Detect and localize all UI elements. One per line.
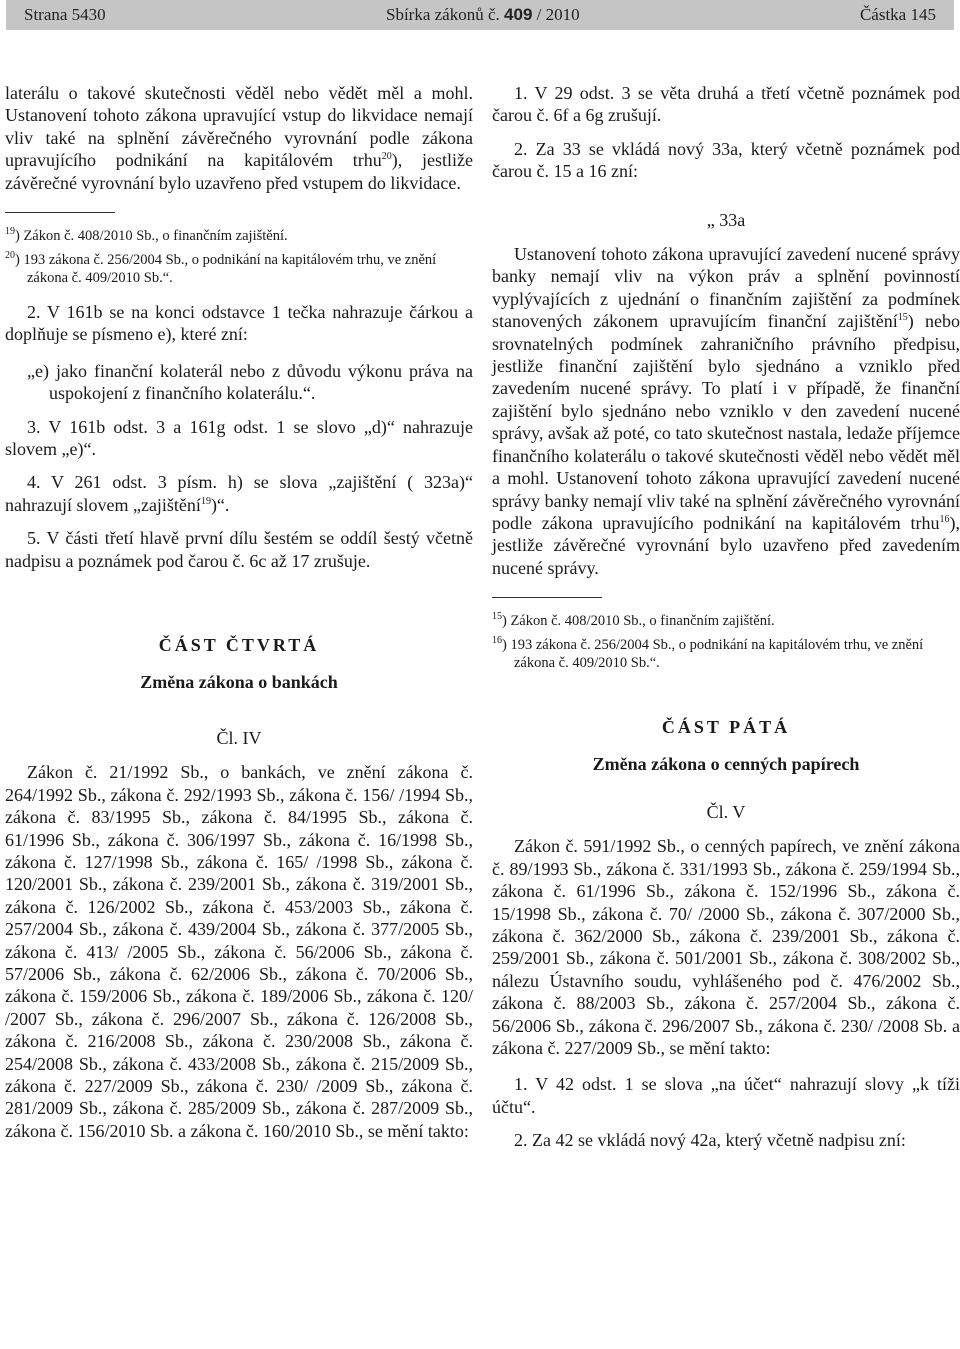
part-subheading: Změna zákona o cenných papírech <box>592 753 860 774</box>
paragraph: laterálu o takové skutečnosti věděl nebo vědět měl a mohl. Ustanovení tohoto zákona upravující vstup do likvidace nemají vliv také na splnění závěrečného vyrovnání podle zákona upravujícího podnikání na kapitálovém trhu$^{20}$), jestliže závěrečné vyrovnání bylo uzavřeno před vstupem do likvidace. <box>5 83 473 193</box>
article-text: Zákon č. 21/1992 Sb., o bankách, ve znění zákona č. 264/1992 Sb., zákona č. 292/1993 Sb., zákona č. 156/ /1994 Sb., zákona č. 83/1995 Sb., zákona č. 84/1995 Sb., zákona č. 61/1996 Sb., zákona č. 306/1997 Sb., zákona č. 16/1998 Sb., zákona č. 127/1998 Sb., zákona č. 165/ /1998 Sb., zákona č. 120/2001 Sb., zákona č. 239/2001 Sb., zákona č. 319/2001 Sb., zákona č. 126/2002 Sb., zákona č. 453/2003 Sb., zákona č. 257/2004 Sb., zákona č. 439/2004 Sb., zákona č. 377/2005 Sb., zákona č. 413/ /2005 Sb., zákona č. 56/2006 Sb., zákona č. 57/2006 Sb., zákona č. 62/2006 Sb., zákona č. 70/2006 Sb., zákona č. 159/2006 Sb., zákona č. 189/2006 Sb., zákona č. 120/ /2007 Sb., zákona č. 296/2007 Sb., zákona č. 126/2008 Sb., zákona č. 216/2008 Sb., zákona č. 230/2008 Sb., zákona č. 254/2008 Sb., zákona č. 433/2008 Sb., zákona č. 215/2009 Sb., zákona č. 227/2009 Sb., zákona č. 230/ /2009 Sb., zákona č. 281/2009 Sb., zákona č. 285/2009 Sb., zákona č. 287/2009 Sb., zákona č. 156/2010 Sb. a zákona č. 160/2010 Sb., se mění takto: <box>5 762 473 1141</box>
collection-number: 409 <box>504 5 533 24</box>
amendment-item-1: 1. V 29 odst. 3 se věta druhá a třetí včetně poznámek pod čarou č. 6f a 6g zrušují. <box>492 83 960 126</box>
amendment-item-2b: 2. Za 33 se vkládá nový 33a, který včetně poznámek pod čarou č. 15 a 16 zní: <box>492 138 960 182</box>
amendment-item-5: 5. V části třetí hlavě první dílu šestém se oddíl šestý včetně nadpisu a poznámek pod čarou č. 6c až 17 zrušuje. <box>5 528 473 571</box>
page-number: Strana 5430 <box>24 5 106 24</box>
footnote-divider <box>5 212 115 213</box>
amendment-item-2: 2. V 161b se na konci odstavce 1 tečka nahrazuje čárkou a doplňuje se písmeno e), které zní: <box>5 302 473 345</box>
part-heading: ČÁST PÁTÁ <box>661 717 791 738</box>
footnote-20: $^{20}$) 193 zákona č. 256/2004 Sb., o podnikání na kapitálovém trhu, ve znění zákona č. 409/2010 Sb.“. <box>5 250 437 287</box>
amendment-item-4: 4. V 261 odst. 3 písm. h) se slova „zajištění ( 323a)“ nahrazují slovem „zajištění$^{19}$)“. <box>5 472 473 515</box>
footnote-19: $^{19}$) Zákon č. 408/2010 Sb., o finančním zajištění. <box>5 226 288 245</box>
amendment-item-3: 3. V 161b odst. 3 a 161g odst. 1 se slovo „d)“ nahrazuje slovem „e)“. <box>5 416 473 460</box>
article-heading: Čl. IV <box>216 727 262 748</box>
footnote-15: $^{15}$) Zákon č. 408/2010 Sb., o finančním zajištění. <box>492 611 775 630</box>
part-heading: ČÁST ČTVRTÁ <box>158 635 320 656</box>
issue-number: Částka 145 <box>859 5 936 24</box>
article-text: Zákon č. 591/1992 Sb., o cenných papírech, ve znění zákona č. 89/1993 Sb., zákona č. 331/1993 Sb., zákona č. 259/1994 Sb., zákona č. 61/1996 Sb., zákona č. 152/1996 Sb., zákona č. 15/1998 Sb., zákona č. 70/ /2000 Sb., zákona č. 307/2000 Sb., zákona č. 362/2000 Sb., zákona č. 239/2001 Sb., zákona č. 259/2001 Sb., zákona č. 501/2001 Sb., zákona č. 308/2002 Sb., nálezu Ústavního soudu, vyhlášeného pod č. 476/2002 Sb., zákona č. 88/2003 Sb., zákona č. 257/2004 Sb., zákona č. 56/2006 Sb., zákona č. 296/2007 Sb., zákona č. 230/ /2008 Sb. a zákona č. 227/2009 Sb., se mění takto: <box>492 836 960 1058</box>
amendment-quote: „e) jako finanční kolaterál nebo z důvodu výkonu práva na uspokojení z finančního kolaterálu.“. <box>27 360 473 404</box>
article-heading: Čl. V <box>706 801 746 822</box>
amendment-item-5-2: 2. Za 42 se vkládá nový 42a, který včetně nadpisu zní: <box>514 1130 906 1151</box>
amendment-item-5-1: 1. V 42 odst. 1 se slova „na účet“ nahrazují slovy „k tíži účtu“. <box>492 1074 960 1117</box>
footnote-16: $^{16}$) 193 zákona č. 256/2004 Sb., o podnikání na kapitálovém trhu, ve znění zákona č. 409/2010 Sb.“. <box>492 635 924 672</box>
collection-title: Sbírka zákonů č. 409 / 2010 <box>386 5 580 24</box>
part-subheading: Změna zákona o bankách <box>140 671 338 692</box>
right-column <box>492 82 960 1152</box>
section-heading: „ 33a <box>706 209 746 230</box>
footnote-divider <box>492 597 602 598</box>
page-header <box>6 0 954 30</box>
section-body: Ustanovení tohoto zákona upravující zavedení nucené správy banky nemají vliv na výkon práv a splnění povinností vyplývajících z ujednání o finančním zajištění za podmínek stanovených zákonem upravujícím finanční zajištění$^{15}$) nebo srovnatelných podmínek zahraničního právního předpisu, jestliže finanční zajištění bylo sjednáno a vzniklo před zavedením nucené správy. To platí i v případě, že finanční zajištění bylo sjednáno nebo vzniklo v den zavedení nucené správy, avšak až poté, co tato skutečnost nastala, ledaže příjemce finančního kolaterálu o takové skutečnosti věděl nebo vědět měl a mohl. Ustanovení tohoto zákona upravující zavedení nucené správy banky nemají vliv také na splnění závěrečného vyrovnání podle zákona upravujícího podnikání na kapitálovém trhu$^{16}$), jestliže závěrečné vyrovnání bylo uzavřeno před zavedením nucené správy. <box>492 244 960 578</box>
left-column <box>5 82 473 1142</box>
